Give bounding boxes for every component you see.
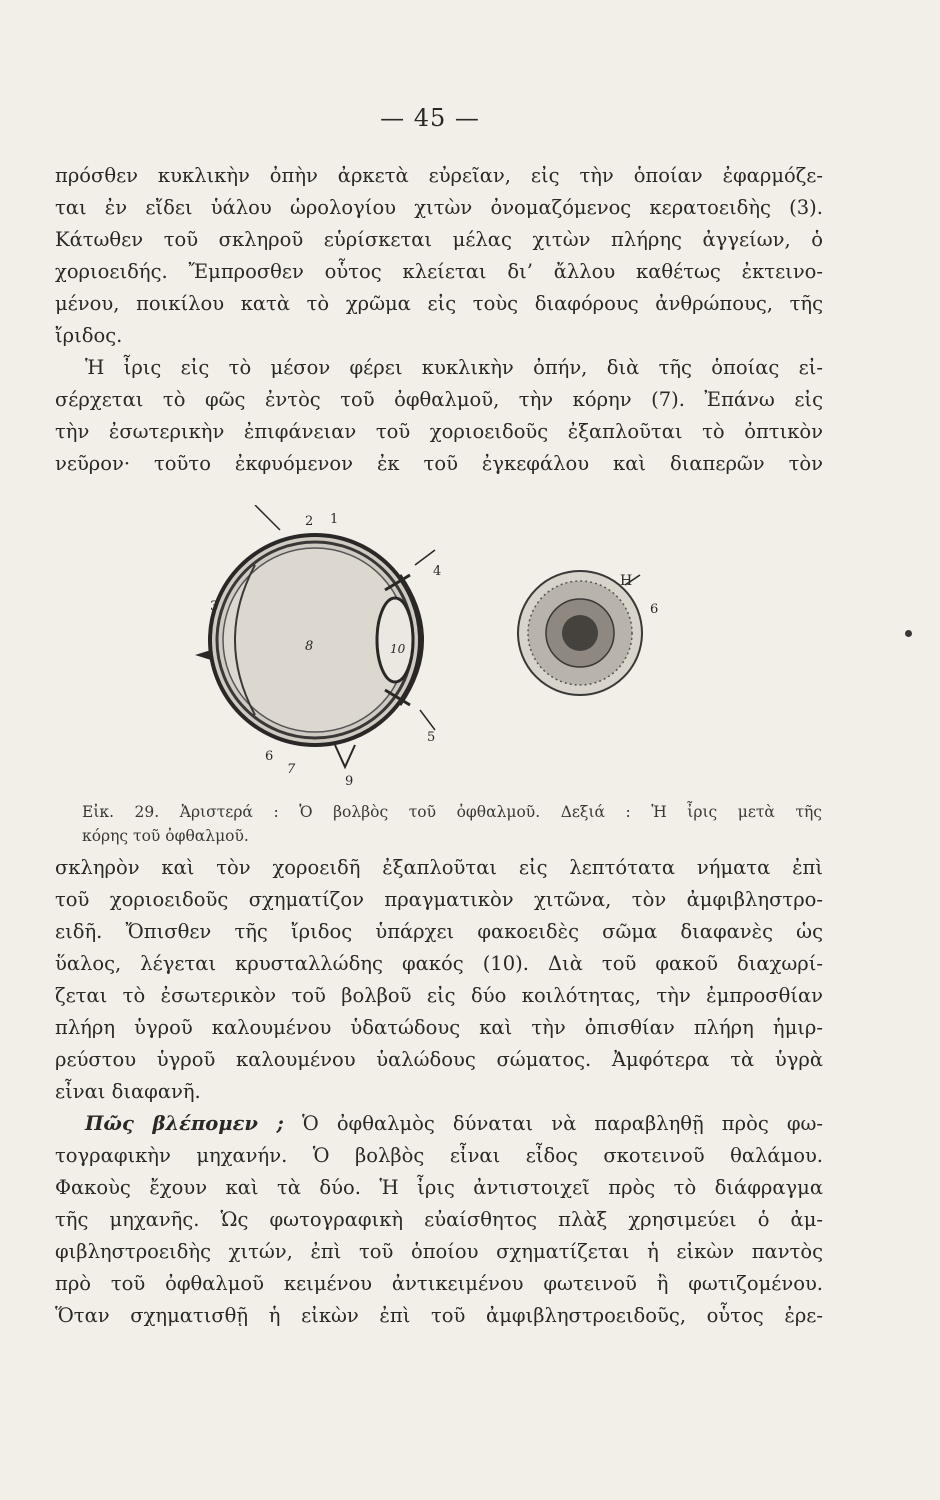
figure-label: 6: [650, 602, 659, 617]
text-line: φιβληστροειδὴς χιτών, ἐπὶ τοῦ ὁποίου σχηματίζεται ἡ εἰκὼν παντὸς: [55, 1240, 823, 1263]
figure-label: 2: [305, 514, 314, 529]
page-number: — 45 —: [380, 104, 480, 132]
caption-line: κόρης τοῦ ὀφθαλμοῦ.: [82, 827, 249, 845]
eyeball-section-drawing: [195, 505, 441, 789]
figure-label: 4: [433, 564, 442, 579]
text-line: πλήρη ὑγροῦ καλουμένου ὑδατώδους καὶ τὴν ὀπισθίαν πλήρη ἡμιρ-: [55, 1016, 823, 1039]
text-line: σέρχεται τὸ φῶς ἐντὸς τοῦ ὀφθαλμοῦ, τὴν κόρην (7). Ἐπάνω εἰς: [55, 388, 823, 411]
text-line: μένου, ποικίλου κατὰ τὸ χρῶμα εἰς τοὺς διαφόρους ἀνθρώπους, τῆς: [55, 292, 823, 315]
text-line: τοῦ χοριοειδοῦς σχηματίζον πραγματικὸν χιτῶνα, τὸν ἀμφιβληστρο-: [55, 888, 823, 911]
caption-line: Εἰκ. 29. Ἀριστερά : Ὁ βολβὸς τοῦ ὀφθαλμοῦ. Δεξιά : Ἡ ἶρις μετὰ τῆς: [82, 803, 822, 821]
text-line: Ὅταν σχηματισθῇ ἡ εἰκὼν ἐπὶ τοῦ ἀμφιβληστροειδοῦς, οὗτος ἐρε-: [55, 1304, 823, 1327]
text-line: Κάτωθεν τοῦ σκληροῦ εὑρίσκεται μέλας χιτὼν πλήρης ἀγγείων, ὁ: [55, 228, 823, 251]
figure-label: 6: [265, 749, 274, 764]
top-paragraphs: [55, 160, 823, 480]
text-line-with-italic-heading: [55, 1108, 823, 1140]
eye-illustration: [195, 505, 665, 795]
text-line: νεῦρον· τοῦτο ἐκφυόμενον ἐκ τοῦ ἐγκεφάλου καὶ διαπερῶν τὸν: [55, 452, 823, 475]
figure-label: 7: [287, 762, 296, 777]
text-line: τῆς μηχανῆς. Ὡς φωτογραφικὴ εὐαίσθητος πλὰξ χρησιμεύει ὁ ἀμ-: [55, 1208, 823, 1231]
figure-label: 10: [390, 642, 406, 656]
figure-caption: [82, 800, 822, 848]
section-heading: Πῶς βλέπομεν ;: [85, 1112, 284, 1135]
text-line: ζεται τὸ ἐσωτερικὸν τοῦ βολβοῦ εἰς δύο κοιλότητας, τὴν ἐμπροσθίαν: [55, 984, 823, 1007]
figure-label: H: [620, 573, 633, 589]
text-line: εἶναι διαφανῆ.: [55, 1080, 201, 1103]
bottom-paragraphs: [55, 852, 823, 1332]
eye-figure: [195, 505, 665, 795]
text-line: ὕαλος, λέγεται κρυσταλλώδης φακός (10). Διὰ τοῦ φακοῦ διαχωρί-: [55, 952, 823, 975]
figure-label: 5: [427, 730, 436, 745]
figure-label: 1: [330, 512, 339, 527]
figure-label: 9: [345, 774, 354, 789]
text-line: ται ἐν εἴδει ὑάλου ὡρολογίου χιτὼν ὀνομαζόμενος κερατοειδὴς (3).: [55, 196, 823, 219]
figure-label: 3: [210, 599, 219, 614]
text-line: ειδῆ. Ὄπισθεν τῆς ἴριδος ὑπάρχει φακοειδὲς σῶμα διαφανὲς ὡς: [55, 920, 823, 943]
text-line: Ἡ ἶρις εἰς τὸ μέσον φέρει κυκλικὴν ὀπήν, διὰ τῆς ὁποίας εἰ-: [85, 356, 823, 379]
ink-spot: [905, 630, 912, 637]
text-line: πρὸ τοῦ ὀφθαλμοῦ κειμένου ἀντικειμένου φωτεινοῦ ἢ φωτιζομένου.: [55, 1272, 823, 1295]
text-line: τογραφικὴν μηχανήν. Ὁ βολβὸς εἶναι εἶδος σκοτεινοῦ θαλάμου.: [55, 1144, 823, 1167]
text-line: ρεύστου ὑγροῦ καλουμένου ὑαλώδους σώματος. Ἀμφότερα τὰ ὑγρὰ: [55, 1048, 823, 1071]
text-line: πρόσθεν κυκλικὴν ὀπὴν ἀρκετὰ εὐρεῖαν, εἰς τὴν ὁποίαν ἐφαρμόζε-: [55, 164, 823, 187]
text-line: ἴριδος.: [55, 324, 123, 347]
figure-label: 8: [305, 639, 314, 654]
iris-drawing: [518, 571, 658, 695]
text-line: σκληρὸν καὶ τὸν χοροειδῆ ἐξαπλοῦται εἰς λεπτότατα νήματα ἐπὶ: [55, 856, 823, 879]
heading-rest: Ὁ ὀφθαλμὸς δύναται νὰ παραβληθῇ πρὸς φω-: [283, 1112, 823, 1135]
text-line: χοριοειδής. Ἔμπροσθεν οὗτος κλείεται δι’ ἄλλου καθέτως ἐκτεινο-: [55, 260, 823, 283]
text-line: Φακοὺς ἔχουν καὶ τὰ δύο. Ἡ ἶρις ἀντιστοιχεῖ πρὸς τὸ διάφραγμα: [55, 1176, 823, 1199]
text-line: τὴν ἐσωτερικὴν ἐπιφάνειαν τοῦ χοριοειδοῦς ἐξαπλοῦται τὸ ὀπτικὸν: [55, 420, 823, 443]
